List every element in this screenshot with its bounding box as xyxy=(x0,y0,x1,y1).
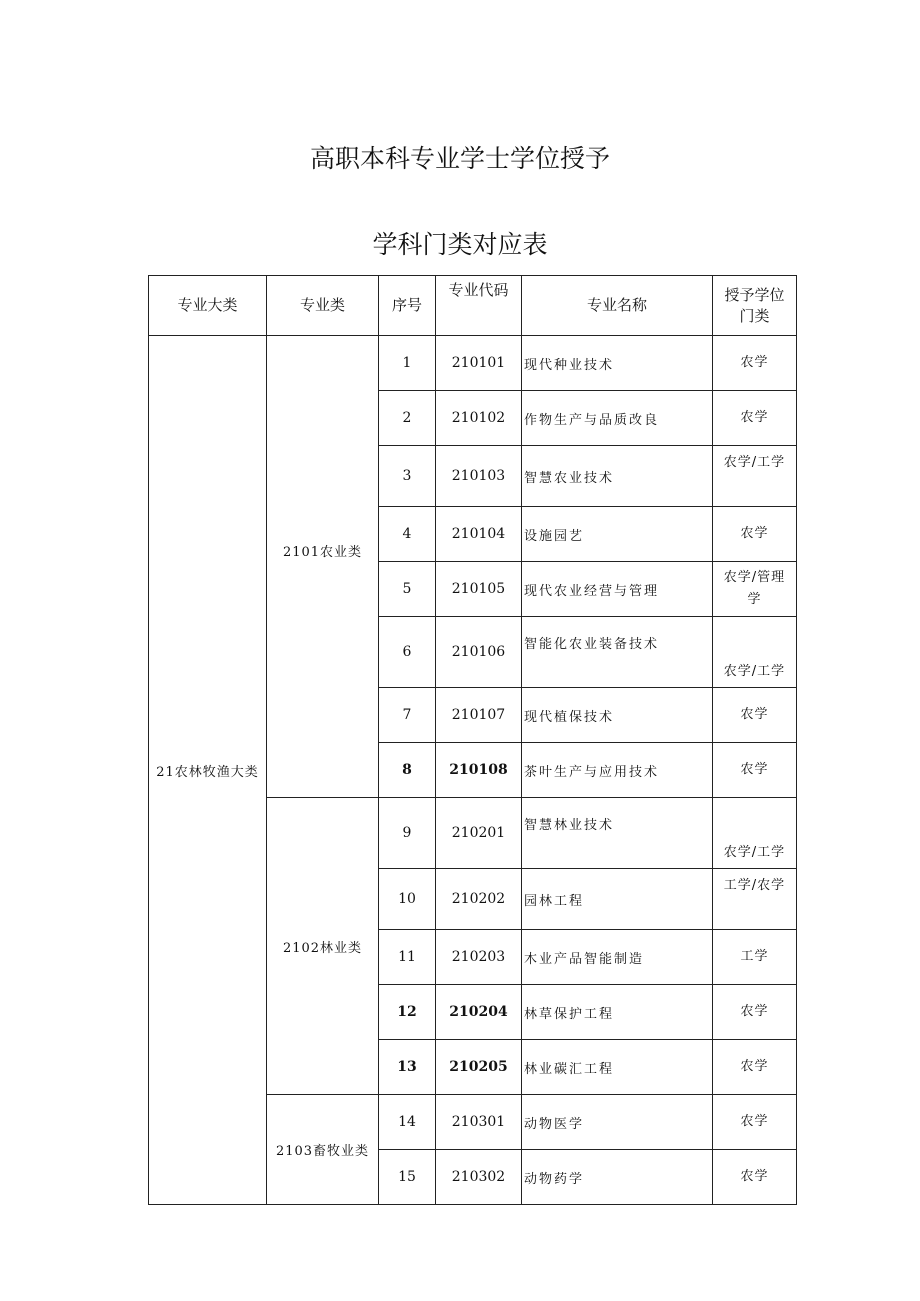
header-degree xyxy=(713,276,797,336)
seq-cell: 7 xyxy=(379,688,436,743)
seq-cell: 13 xyxy=(379,1040,436,1095)
degree-cell: 农学/工学 xyxy=(713,798,797,869)
code-cell: 210203 xyxy=(436,930,522,985)
header-degree-line2: 门类 xyxy=(739,306,770,325)
name-cell: 木业产品智能制造 xyxy=(522,930,713,985)
degree-cell xyxy=(713,562,797,617)
header-category: 专业大类 xyxy=(149,276,267,336)
seq-cell: 9 xyxy=(379,798,436,869)
seq-cell: 1 xyxy=(379,336,436,391)
degree-line1: 农学/管理 xyxy=(723,570,786,585)
seq-cell: 11 xyxy=(379,930,436,985)
title-line-1: 高职本科专业学士学位授予 xyxy=(309,144,610,173)
seq-cell: 4 xyxy=(379,507,436,562)
code-cell: 210104 xyxy=(436,507,522,562)
code-cell: 210106 xyxy=(436,617,522,688)
seq-cell: 6 xyxy=(379,617,436,688)
seq-cell: 15 xyxy=(379,1150,436,1205)
name-cell: 园林工程 xyxy=(522,869,713,930)
degree-cell: 农学 xyxy=(713,985,797,1040)
seq-cell: 14 xyxy=(379,1095,436,1150)
header-degree-line1: 授予学位 xyxy=(724,285,785,304)
category-cell: 21农林牧渔大类 xyxy=(149,336,267,1205)
code-cell: 210108 xyxy=(436,743,522,798)
name-cell: 智能化农业装备技术 xyxy=(522,617,713,688)
name-cell: 茶叶生产与应用技术 xyxy=(522,743,713,798)
class-cell-forestry: 2102林业类 xyxy=(267,798,379,1095)
code-cell: 210105 xyxy=(436,562,522,617)
seq-cell: 10 xyxy=(379,869,436,930)
code-cell: 210204 xyxy=(436,985,522,1040)
degree-cell: 农学 xyxy=(713,1095,797,1150)
code-cell: 210107 xyxy=(436,688,522,743)
degree-cell: 工学/农学 xyxy=(713,869,797,930)
seq-cell: 2 xyxy=(379,391,436,446)
name-cell: 动物药学 xyxy=(522,1150,713,1205)
degree-cell: 农学 xyxy=(713,336,797,391)
degree-cell: 农学 xyxy=(713,391,797,446)
name-cell: 作物生产与品质改良 xyxy=(522,391,713,446)
seq-cell: 5 xyxy=(379,562,436,617)
code-cell: 210103 xyxy=(436,446,522,507)
degree-cell: 农学/工学 xyxy=(713,446,797,507)
table-header-row xyxy=(149,276,797,336)
seq-cell: 8 xyxy=(379,743,436,798)
class-cell-agriculture: 2101农业类 xyxy=(267,336,379,798)
name-cell: 动物医学 xyxy=(522,1095,713,1150)
table-row xyxy=(149,336,797,391)
header-class: 专业类 xyxy=(267,276,379,336)
degree-cell: 农学 xyxy=(713,1150,797,1205)
degree-cell: 农学 xyxy=(713,1040,797,1095)
degree-cell: 农学 xyxy=(713,688,797,743)
degree-line2: 学 xyxy=(747,592,762,607)
name-cell: 现代农业经营与管理 xyxy=(522,562,713,617)
seq-cell: 3 xyxy=(379,446,436,507)
degree-cell: 工学 xyxy=(713,930,797,985)
name-cell: 林业碳汇工程 xyxy=(522,1040,713,1095)
name-cell: 设施园艺 xyxy=(522,507,713,562)
degree-cell: 农学/工学 xyxy=(713,617,797,688)
title-line-2: 学科门类对应表 xyxy=(372,230,548,259)
degree-cell: 农学 xyxy=(713,507,797,562)
code-cell: 210102 xyxy=(436,391,522,446)
name-cell: 智慧林业技术 xyxy=(522,798,713,869)
degree-correspondence-table xyxy=(148,275,797,1205)
code-cell: 210101 xyxy=(436,336,522,391)
header-name: 专业名称 xyxy=(522,276,713,336)
seq-cell: 12 xyxy=(379,985,436,1040)
code-cell: 210302 xyxy=(436,1150,522,1205)
header-seq: 序号 xyxy=(379,276,436,336)
class-cell-livestock: 2103畜牧业类 xyxy=(267,1095,379,1205)
code-cell: 210201 xyxy=(436,798,522,869)
header-code: 专业代码 xyxy=(436,276,522,336)
name-cell: 现代植保技术 xyxy=(522,688,713,743)
code-cell: 210301 xyxy=(436,1095,522,1150)
name-cell: 现代种业技术 xyxy=(522,336,713,391)
code-cell: 210202 xyxy=(436,869,522,930)
code-cell: 210205 xyxy=(436,1040,522,1095)
name-cell: 智慧农业技术 xyxy=(522,446,713,507)
name-cell: 林草保护工程 xyxy=(522,985,713,1040)
degree-cell: 农学 xyxy=(713,743,797,798)
